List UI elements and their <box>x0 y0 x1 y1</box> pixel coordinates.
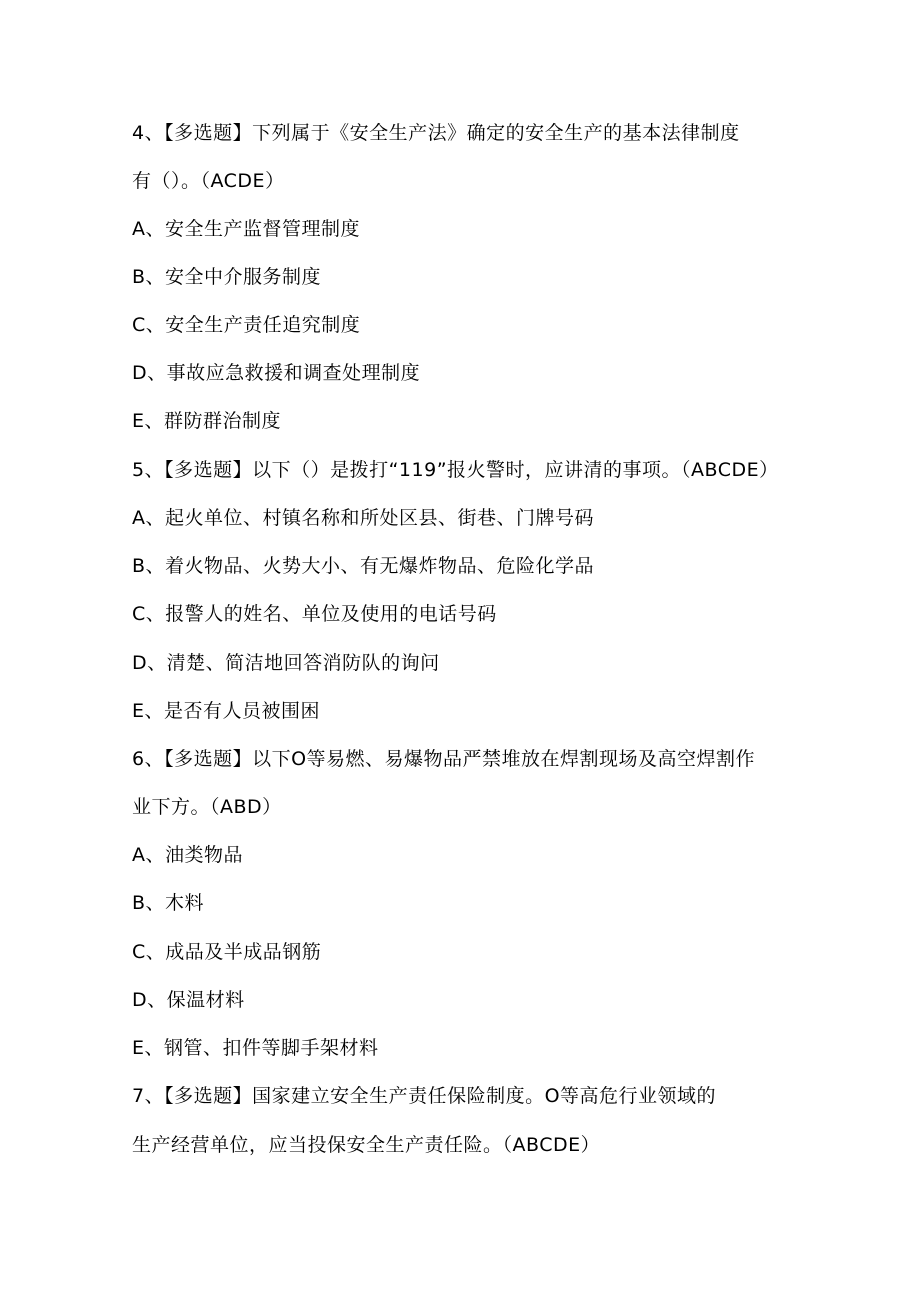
question-6-stem-line-1: 6、【多选题】以下O等易燃、易爆物品严禁堆放在焊割现场及高空焊割作 <box>132 748 756 770</box>
question-6-option-d: D、保温材料 <box>132 989 245 1011</box>
question-4-option-d: D、事故应急救援和调查处理制度 <box>132 362 421 384</box>
question-4-option-e: E、群防群治制度 <box>132 410 282 432</box>
question-7-stem-line-1: 7、【多选题】国家建立安全生产责任保险制度。O等高危行业领域的 <box>132 1085 717 1107</box>
question-4-stem-line-2: 有（）。（ACDE） <box>132 170 285 192</box>
question-5-option-a: A、起火单位、村镇名称和所处区县、街巷、门牌号码 <box>132 507 594 529</box>
question-4-stem-line-1: 4、【多选题】下列属于《安全生产法》确定的安全生产的基本法律制度 <box>132 122 740 144</box>
question-6-option-a: A、油类物品 <box>132 844 243 866</box>
question-4-option-b: B、安全中介服务制度 <box>132 266 322 288</box>
question-5-stem-line-1: 5、【多选题】以下（）是拨打“119”报火警时，应讲清的事项。（ABCDE） <box>132 459 779 481</box>
question-5-option-d: D、清楚、简洁地回答消防队的询问 <box>132 652 440 674</box>
question-6-stem-line-2: 业下方。（ABD） <box>132 796 282 818</box>
question-5-option-b: B、着火物品、火势大小、有无爆炸物品、危险化学品 <box>132 555 595 577</box>
question-5-option-c: C、报警人的姓名、单位及使用的电话号码 <box>132 603 497 625</box>
question-4-option-c: C、安全生产责任追究制度 <box>132 314 361 336</box>
question-6-option-e: E、钢管、扣件等脚手架材料 <box>132 1037 379 1059</box>
question-5-option-e: E、是否有人员被围困 <box>132 700 321 722</box>
question-6-option-b: B、木料 <box>132 892 205 914</box>
question-4-option-a: A、安全生产监督管理制度 <box>132 218 360 240</box>
question-6-option-c: C、成品及半成品钢筋 <box>132 941 322 963</box>
question-7-stem-line-2: 生产经营单位，应当投保安全生产责任险。（ABCDE） <box>132 1134 601 1156</box>
